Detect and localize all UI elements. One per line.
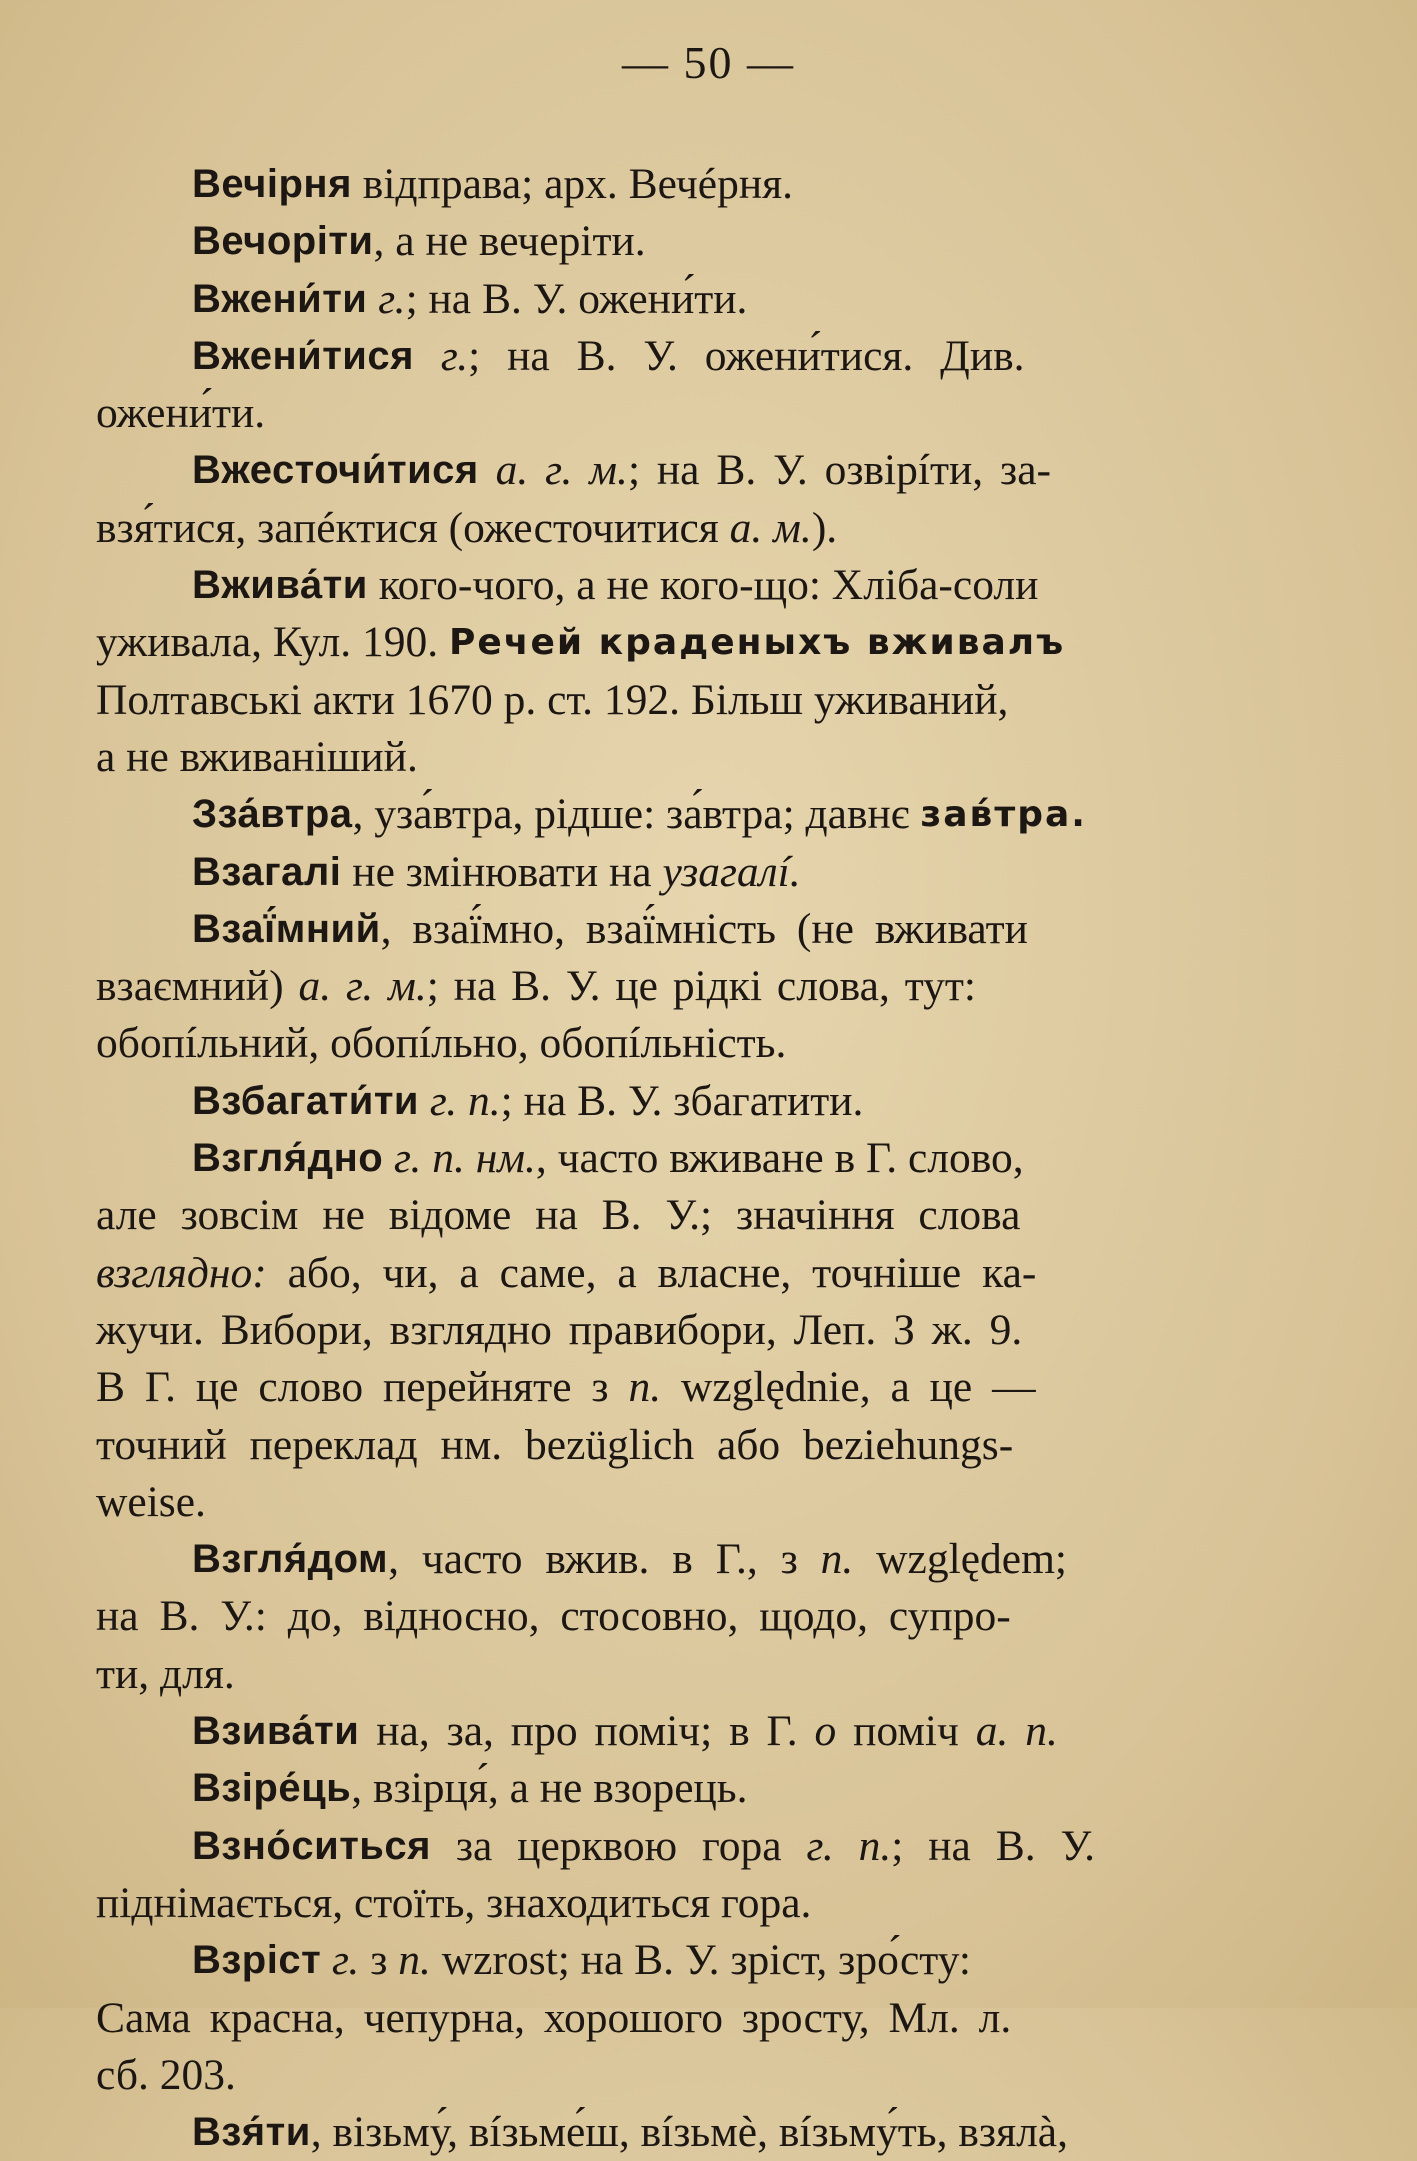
entry-text: , уза́втра, рідше: за́втра; давнє (352, 790, 921, 839)
headword: Взя́ти (192, 2110, 311, 2155)
entry-text: ожени́ти. (96, 389, 266, 438)
entry-line (96, 1703, 1301, 1760)
entry-text: сб. 203. (96, 2050, 236, 2099)
headword: Взгля́дно (192, 1136, 384, 1181)
entry-line (96, 1875, 1301, 1932)
entry-line (96, 672, 1301, 729)
abbreviation: г. (378, 274, 406, 323)
headword: Вечірня (192, 162, 352, 206)
entry-text: уживала, Кул. 190. (96, 618, 449, 667)
entry-line (96, 1417, 1301, 1474)
entry-text: , часто вживане в Г. слово, (535, 1134, 1024, 1183)
entry-text: ; на В. У. озвірíти, за- (627, 446, 1051, 495)
entry-text: відправа; арх. Вечéрня. (351, 160, 794, 208)
entry-text: взя́тися, запéктися (ожесточитися (96, 503, 730, 552)
entry-text: ; на В. У. ожени́ти. (405, 274, 748, 323)
space (419, 1073, 430, 1130)
entry-line (96, 442, 1301, 499)
entry-text: або, чи, а саме, а власне, точніше ка- (266, 1248, 1037, 1297)
entry-text: а не вживаніший. (96, 732, 418, 781)
abbreviation: г. п. нм. (394, 1134, 536, 1183)
entry-line (96, 844, 1301, 901)
entry-text: взаємний) (96, 962, 299, 1011)
entry-line (96, 1073, 1301, 1130)
entry-text: wzrost; на В. У. зріст, зро́сту: (430, 1936, 971, 1985)
italic-word: взглядно: (96, 1248, 267, 1297)
entry-line (96, 1474, 1301, 1531)
abbreviation: г. п. (806, 1821, 892, 1870)
entry-text: , взірця́, а не взорець. (351, 1764, 748, 1813)
abbreviation: г. (332, 1936, 360, 1985)
headword: Взива́ти (192, 1709, 360, 1754)
entry-text: не змінювати на (341, 847, 663, 896)
entry-line (96, 1646, 1301, 1703)
entry-text: względnie, а це — (661, 1363, 1036, 1412)
entry-text: ; на В. У. збагатити. (500, 1076, 864, 1125)
entry-line (96, 786, 1301, 843)
headword: Вечоріти (192, 219, 374, 264)
headword: Взріст (192, 1938, 322, 1983)
space (321, 1932, 332, 1989)
headword: Взбагати́ти (192, 1078, 419, 1123)
old-script-quote: Речей краденыхъ вживалъ (448, 622, 1066, 664)
headword: Взагалі (192, 849, 342, 894)
entry-line (96, 1302, 1301, 1359)
abbreviation: п. (628, 1363, 662, 1412)
abbreviation: а. г. м. (495, 446, 628, 495)
entry-line (96, 1818, 1301, 1875)
entry-text: , часто вжив. в Г., з (388, 1535, 821, 1584)
headword: Вжесточи́тися (192, 448, 479, 493)
entry-text: В Г. це слово перейняте з (96, 1363, 629, 1412)
entry-text: точний переклад нм. bezüglich або beziehungs- (96, 1420, 1014, 1469)
italic-word: узагалí. (662, 847, 801, 896)
abbreviation: г. п. (429, 1076, 501, 1125)
entry-line (96, 385, 1301, 442)
entry-line (96, 1015, 1301, 1072)
entry-line (96, 614, 1301, 671)
entry-text: względem; (853, 1535, 1067, 1584)
entry-line (96, 1245, 1301, 1302)
abbreviation: п. (820, 1535, 854, 1584)
entry-text: поміч (836, 1707, 976, 1756)
entry-line (96, 1531, 1301, 1588)
entry-text: , а не вечеріти. (373, 217, 646, 266)
abbreviation: п. (398, 1936, 431, 1985)
old-script-word: зав́тра. (920, 794, 1087, 836)
entry-line (96, 557, 1301, 614)
page-number: — 50 — (622, 37, 795, 88)
entry-text: на В. У.: до, відносно, стосовно, щодо, супро- (96, 1592, 1011, 1641)
entry-text: ; на В. У. (891, 1821, 1096, 1870)
headword: Взгля́дом (192, 1537, 389, 1582)
entry-text: піднімається, стоїть, знаходиться гора. (96, 1878, 812, 1927)
entry-line (96, 1990, 1301, 2047)
entry-text: кого-чого, а не кого-що: Хліба-соли (367, 561, 1039, 610)
entry-line (96, 271, 1301, 328)
entry-line (96, 1130, 1301, 1187)
headword: Взно́ситься (192, 1823, 431, 1868)
headword: Вжени́ти (192, 276, 368, 321)
space (367, 271, 378, 328)
entry-text: , візьму́, вíзьме́ш, вíзьмѐ, вíзьму́ть, взялà, (310, 2108, 1068, 2157)
headword: Зза́втра (192, 792, 353, 837)
space (479, 442, 496, 499)
headword: Взаї́мний (192, 906, 381, 951)
entry-line (96, 729, 1301, 786)
entry-text: жучи. Вибори, взглядно правибори, Леп. З ж. 9. (96, 1305, 1023, 1354)
entry-line (96, 1932, 1301, 1989)
entry-text: , взаї́мно, взаї́мність (не вживати (380, 904, 1028, 953)
abbreviation: а. г. м. (298, 962, 427, 1011)
headword: Вжени́тися (192, 333, 414, 378)
entry-line (96, 156, 1301, 213)
entry-line (96, 1359, 1301, 1416)
entry-line (96, 500, 1301, 557)
entry-line (96, 2047, 1301, 2104)
entry-text: ). (811, 503, 838, 552)
headword: Вжива́ти (192, 563, 368, 608)
dictionary-text (96, 156, 1301, 2161)
abbreviation: а. м. (729, 503, 812, 552)
abbreviation: а. п. (975, 1707, 1058, 1756)
entry-line (96, 901, 1301, 958)
entry-text: обопíльний, обопíльно, обопíльність. (96, 1019, 787, 1068)
entry-text: Сама красна, чепурна, хорошого зросту, Мл. л. (96, 1993, 1012, 2042)
italic-word: о (814, 1707, 837, 1756)
entry-text: ; на В. У. ожени́тися. Див. (468, 331, 1025, 380)
entry-line (96, 213, 1301, 270)
entry-line (96, 1760, 1301, 1817)
space (383, 1130, 394, 1187)
entry-line (96, 328, 1301, 385)
entry-text: ; на В. У. це рідкі слова, тут: (426, 962, 976, 1011)
space (414, 328, 441, 385)
entry-line (96, 1588, 1301, 1645)
entry-text: ти, для. (96, 1649, 235, 1698)
abbreviation: г. (440, 331, 469, 380)
entry-text: з (359, 1936, 399, 1985)
entry-text: weise. (96, 1477, 206, 1526)
entry-line (96, 958, 1301, 1015)
entry-line (96, 2104, 1301, 2161)
entry-text: на, за, про поміч; в Г. (359, 1707, 815, 1756)
headword: Взіре́ць (192, 1766, 352, 1811)
entry-text: Полтавські акти 1670 р. ст. 192. Більш уживаний, (96, 675, 1009, 724)
entry-text: за церквою гора (430, 1821, 807, 1870)
entry-line (96, 1187, 1301, 1244)
entry-text: але зовсім не відоме на В. У.; значіння слова (96, 1191, 1021, 1240)
